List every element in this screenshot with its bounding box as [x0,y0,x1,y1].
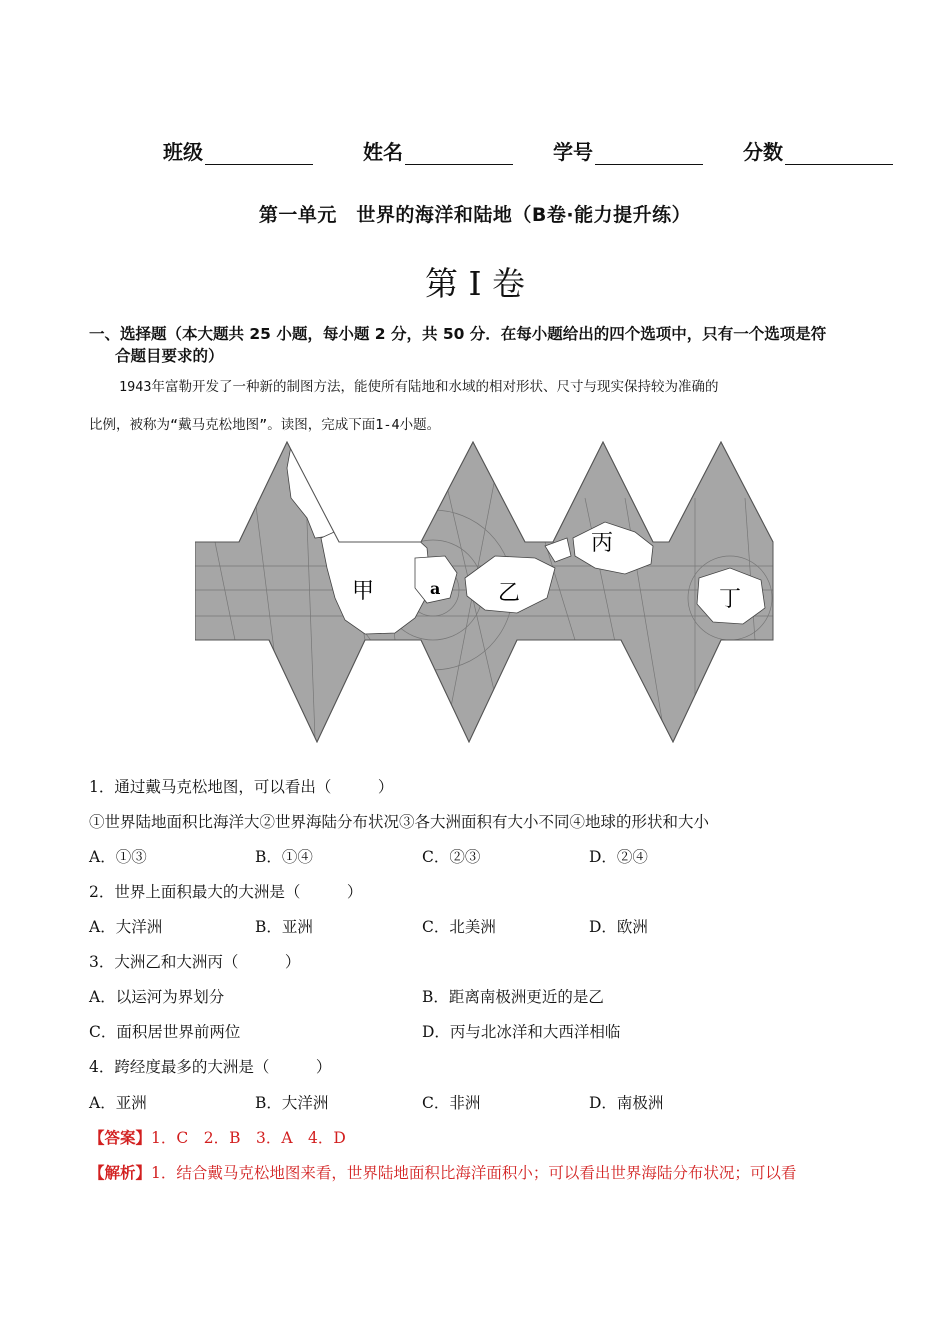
name-field[interactable] [363,136,513,165]
section-heading-line2: 合题目要求的） [115,347,224,365]
q4-option-a[interactable]: A．亚洲 [89,1094,147,1112]
answer-label: 【答案】 [89,1128,152,1147]
class-label: 班级 [163,140,203,164]
map-label-bing: 丙 [591,531,614,556]
q2-option-a[interactable]: A．大洋洲 [89,918,163,936]
analysis-line [89,1161,796,1183]
score-blank[interactable] [785,142,893,165]
student-info-row [163,136,923,166]
dymaxion-map-figure [195,438,775,746]
name-label: 姓名 [363,140,403,164]
class-field[interactable] [163,136,313,165]
section-heading [89,323,879,367]
intro-line1: 1943年富勒开发了一种新的制图方法，能使所有陆地和水域的相对形状、尺寸与现实保持较为准确的 [119,379,719,395]
intro-line2: 比例，被称为“戴马克松地图”。读图，完成下面1-4小题。 [89,417,441,433]
map-label-jia: 甲 [352,579,375,604]
small-land [247,664,285,702]
score-label: 分数 [743,140,783,164]
answer-line [89,1126,346,1148]
question-3-stem: 3．大洲乙和大洲丙（ ） [89,953,301,971]
map-label-a: a [430,579,441,598]
map-label-ding: 丁 [719,587,742,612]
q4-option-d[interactable]: D．南极洲 [589,1094,664,1112]
analysis-text: 1．结合戴马克松地图来看，世界陆地面积比海洋面积小；可以看出世界海陆分布状况；可以看 [151,1164,797,1182]
class-blank[interactable] [205,142,313,165]
name-blank[interactable] [405,142,513,165]
q4-option-c[interactable]: C．非洲 [422,1094,481,1112]
section-heading-line1: 一、选择题（本大题共 25 小题，每小题 2 分，共 50 分．在每小题给出的四个选项中，只有一个选项是符 [89,325,827,343]
question-2-stem: 2．世界上面积最大的大洲是（ ） [89,883,363,901]
q1-option-c[interactable]: C．②③ [422,848,481,866]
q3-option-b[interactable]: B．距离南极洲更近的是乙 [422,988,604,1006]
score-field[interactable] [743,136,893,165]
q1-option-b[interactable]: B．①④ [255,848,313,866]
q3-option-c[interactable]: C．面积居世界前两位 [89,1023,241,1041]
q1-option-a[interactable]: A．①③ [89,848,147,866]
map-label-yi: 乙 [498,581,521,606]
q2-option-c[interactable]: C．北美洲 [422,918,496,936]
question-1-statements: ①世界陆地面积比海洋大②世界海陆分布状况③各大洲面积有大小不同④地球的形状和大小 [89,813,710,831]
question-4-stem: 4．跨经度最多的大洲是（ ） [89,1058,332,1076]
question-intro [89,368,879,444]
answer-text: 1．C 2．B 3．A 4．D [151,1129,346,1147]
question-1-stem: 1．通过戴马克松地图，可以看出（ ） [89,778,394,796]
q4-option-b[interactable]: B．大洋洲 [255,1094,329,1112]
q2-option-d[interactable]: D．欧洲 [589,918,648,936]
student-id-field[interactable] [553,136,703,165]
q3-option-a[interactable]: A．以运河为界划分 [89,988,225,1006]
q1-option-d[interactable]: D．②④ [589,848,648,866]
dymaxion-map [195,438,775,746]
analysis-label: 【解析】 [89,1163,152,1182]
volume-title: 第 I 卷 [424,264,525,303]
student-id-label: 学号 [553,140,593,164]
q3-option-d[interactable]: D．丙与北冰洋和大西洋相临 [422,1023,621,1041]
q2-option-b[interactable]: B．亚洲 [255,918,313,936]
student-id-blank[interactable] [595,142,703,165]
unit-title: 第一单元 世界的海洋和陆地（B卷·能力提升练） [258,204,692,226]
